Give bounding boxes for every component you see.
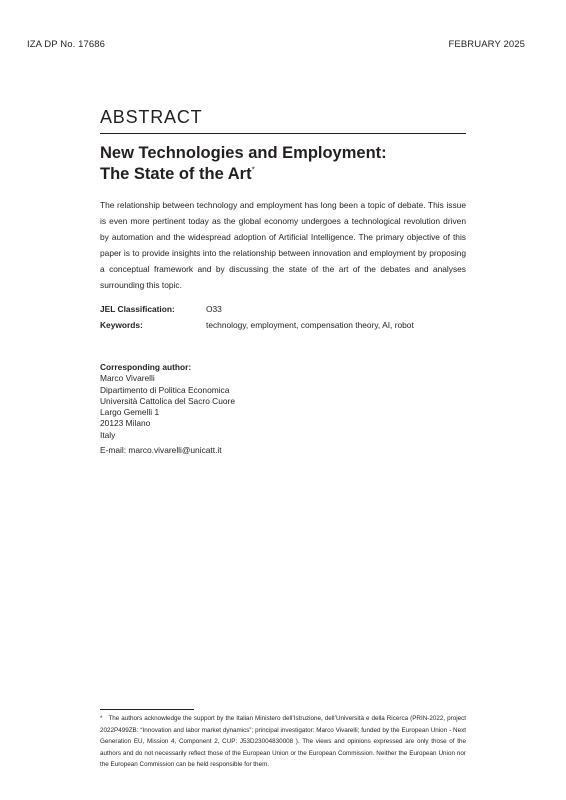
footnote <box>100 713 466 771</box>
title-footnote-marker: * <box>251 165 255 175</box>
author-street: Largo Gemelli 1 <box>100 407 160 418</box>
corresponding-author-block <box>100 362 235 456</box>
footnote-marker: * <box>100 715 103 722</box>
keywords-value: technology, employment, compensation theory, AI, robot <box>206 320 414 330</box>
author-department: Dipartimento di Politica Economica <box>100 384 230 395</box>
footnote-text: The authors acknowledge the support by the Italian Ministero dell’Istruzione, dell’Università e della Ricerca (PRIN-2022, project 2022P499ZB: “Innovation and labor market dynamics”; principal investigator: Marco Vivarelli; funded by the European Union - Next Generation EU, Mission 4, Component 2, CUP: J53D23004830008 ). The views and opinions expressed are only those of the authors and do not necessarily reflect those of the European Union or the European Commission. Neither the European Union nor the European Commission can be held responsible for them. <box>100 715 466 769</box>
author-name: Marco Vivarelli <box>100 373 155 384</box>
title-line-1: New Technologies and Employment: <box>100 144 387 162</box>
abstract-heading: ABSTRACT <box>100 107 203 127</box>
heading-divider <box>100 133 466 134</box>
author-email: E-mail: marco.vivarelli@unicatt.it <box>100 445 222 456</box>
author-university: Università Cattolica del Sacro Cuore <box>100 395 235 406</box>
discussion-paper-number: IZA DP No. 17686 <box>27 39 105 50</box>
author-city: 20123 Milano <box>100 418 151 429</box>
publication-date: FEBRUARY 2025 <box>448 39 525 50</box>
corresponding-author-label: Corresponding author: <box>100 362 192 372</box>
jel-label: JEL Classification: <box>100 304 175 314</box>
paper-title <box>100 143 466 185</box>
jel-value: O33 <box>206 304 222 314</box>
title-line-2: The State of the Art <box>100 165 252 183</box>
abstract-text: The relationship between technology and employment has long been a topic of debate. This issue is even more pertinent today as the global economy undergoes a technological revolution driven by automation and the widespread adoption of Artificial Intelligence. The primary objective of this paper is to provide insights into the relationship between innovation and employment by proposing a conceptual framework and by discussing the state of the art of the debates and analyses surrounding this topic. <box>100 200 466 290</box>
footnote-divider <box>100 709 194 710</box>
author-country: Italy <box>100 429 116 440</box>
keywords-label: Keywords: <box>100 320 143 330</box>
